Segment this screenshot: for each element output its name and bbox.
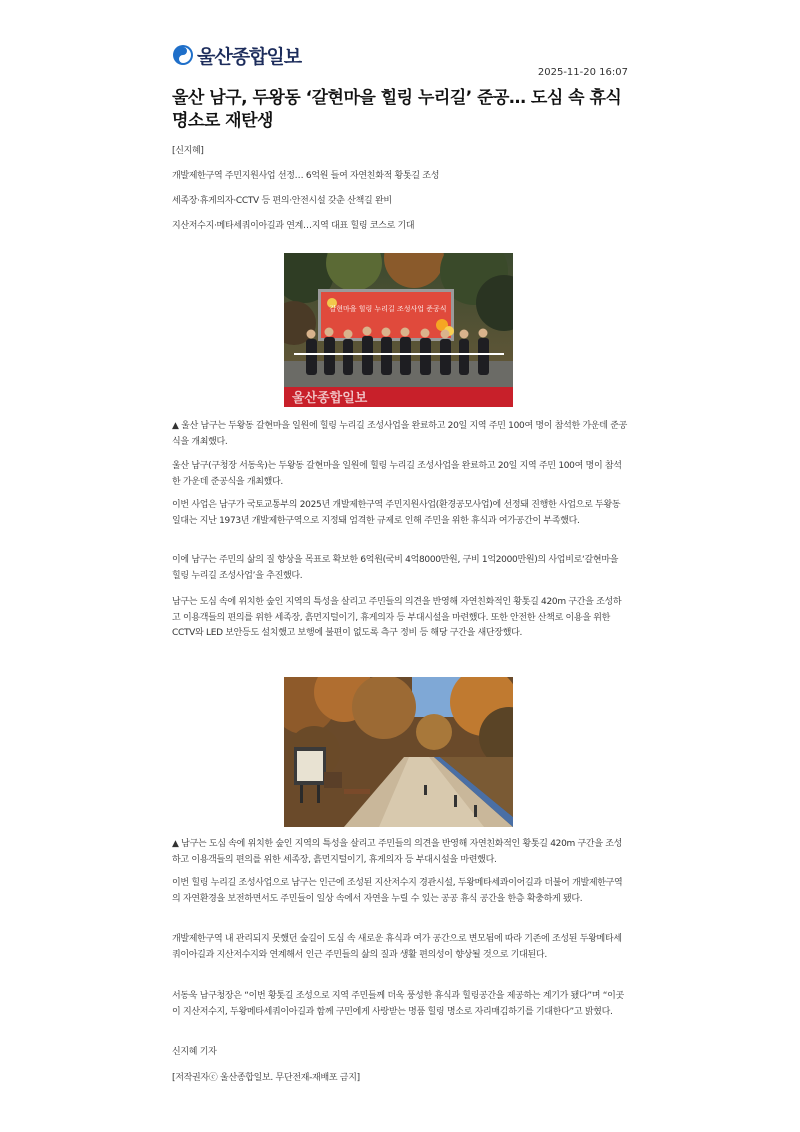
copyright-notice: [저작권자ⓒ 울산종합일보. 무단전재-재배포 금지] [172,1073,360,1083]
photo2-caption: ▲ 남구는 도심 속에 위치한 숲인 지역의 특성을 살리고 주민들의 의견을 반영해 자연친화적인 황톳길 420m 구간을 조성하고 이용객들의 편의를 위한 세족장, 흙먼지털이기, 휴게의자 등 부대시설을 마련했다. [172,839,623,865]
subhead-2: 세족장·휴게의자·CCTV 등 편의·안전시설 갖춘 산책길 완비 [172,196,392,206]
ceremony-photo [284,253,513,407]
photo1-caption: ▲ 울산 남구는 두왕동 갈현마을 일원에 힐링 누리길 조성사업을 완료하고 20일 지역 주민 100여 명이 참석한 가운데 준공식을 개최했다. [172,421,628,447]
logo-text: 울산종합일보 [197,45,302,68]
site-logo[interactable] [172,42,301,68]
byline-tag: [신지혜] [172,146,204,156]
article-headline: 울산 남구, 두왕동 ‘갈현마을 힐링 누리길’ 준공… 도심 속 휴식 명소로 재탄생 [172,88,622,131]
body-paragraph-6: 개발제한구역 내 관리되지 못했던 숲길이 도심 속 새로운 휴식과 여가 공간으로 변모됨에 따라 기존에 조성된 두왕메타세쿼이아길과 지산저수지와 연계해서 인근 주민들의 삶의 질과 생활 편의성이 향상될 것으로 기대된다. [172,934,622,960]
article-datetime: 2025-11-20 16:07 [537,67,628,78]
photo-watermark: 울산종합일보 [292,391,368,406]
body-paragraph-1: 울산 남구(구청장 서동욱)는 두왕동 갈현마을 일원에 힐링 누리길 조성사업을 완료하고 20일 지역 주민 100여 명이 참석한 가운데 준공식을 개최했다. [172,461,622,487]
subhead-3: 지산저수지·메타세쿼이아길과 연계…지역 대표 힐링 코스로 기대 [172,221,415,231]
reporter-name: 신지혜 기자 [172,1047,217,1057]
logo-swirl-icon [172,44,194,66]
subhead-1: 개발제한구역 주민지원사업 선정… 6억원 들여 자연친화적 황톳길 조성 [172,171,440,181]
path-photo [284,677,513,827]
body-paragraph-4: 남구는 도심 속에 위치한 숲인 지역의 특성을 살리고 주민들의 의견을 반영해 자연친화적인 황톳길 420m 구간을 조성하고 이용객들의 편의를 위한 세족장, 흙먼지털이기, 휴게의자 등 부대시설을 마련했다. 또한 안전한 산책로 이용을 위한 CCTV와 LED 보안등도 설치했고 보행에 불편이 없도록 측구 정비 등 해당 구간을 새단장했다. [172,597,622,638]
body-paragraph-3: 이에 남구는 주민의 삶의 질 향상을 목표로 확보한 6억원(국비 4억8000만원, 구비 1억2000만원)의 사업비로‘갈현마을 힐링 누리길 조성사업’을 추진했다. [172,555,619,581]
body-paragraph-7: 서동욱 남구청장은 “이번 황톳길 조성으로 지역 주민들께 더욱 풍성한 휴식과 힐링공간을 제공하는 계기가 됐다”며 “이곳이 지산저수지, 두왕메타세쿼이아길과 함께 구민에게 사랑받는 명품 힐링 명소로 자리매김하기를 기대한다”고 밝혔다. [172,991,624,1017]
body-paragraph-2: 이번 사업은 남구가 국토교통부의 2025년 개발제한구역 주민지원사업(환경공모사업)에 선정돼 진행한 사업으로 두왕동 일대는 지난 1973년 개발제한구역으로 지정돼 엄격한 규제로 인해 주민을 위한 휴식과 여가공간이 부족했다. [172,500,621,526]
body-paragraph-5: 이번 힐링 누리길 조성사업으로 남구는 인근에 조성된 지산저수지 경관시설, 두왕메타세콰이어길과 더불어 개발제한구역의 자연환경을 보전하면서도 주민들이 일상 속에서 자연을 누릴 수 있는 공공 휴식 공간을 한층 확충하게 됐다. [172,878,623,904]
banner-text: 갈현마을 힐링 누리길 조성사업 준공식 [329,305,447,313]
